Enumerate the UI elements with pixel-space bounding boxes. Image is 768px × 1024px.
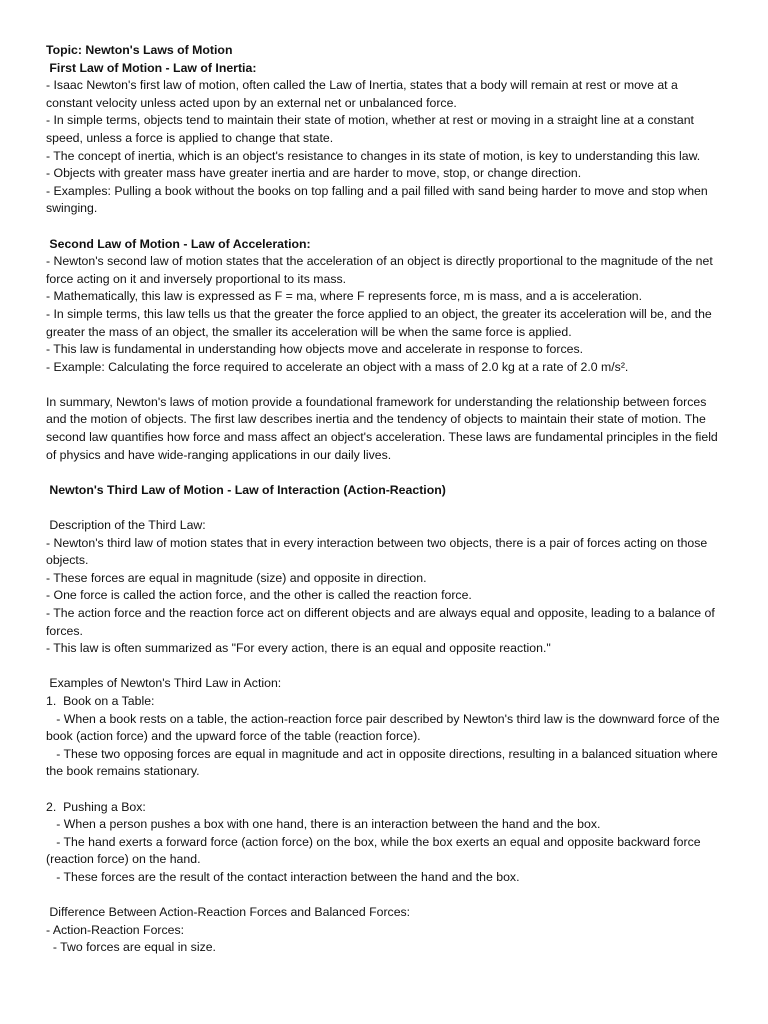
first-law-line: - Objects with greater mass have greater inertia and are harder to move, stop, or change direction.	[46, 166, 582, 181]
difference-line: - Two forces are equal in size.	[46, 940, 216, 955]
example-2-line: - These forces are the result of the contact interaction between the hand and the box.	[46, 869, 520, 884]
paragraph-gap	[46, 887, 726, 905]
first-law-line: - Examples: Pulling a book without the books on top falling and a pail filled with sand being harder to move and stop when swinging.	[46, 183, 712, 216]
third-law-heading: Newton's Third Law of Motion - Law of Interaction (Action-Reaction)	[46, 482, 446, 497]
third-law-description-line: - This law is often summarized as "For every action, there is an equal and opposite reaction."	[46, 641, 551, 656]
paragraph-gap	[46, 781, 726, 799]
difference-heading: Difference Between Action-Reaction Forces and Balanced Forces:	[46, 905, 411, 920]
example-1-title: 1. Book on a Table:	[46, 693, 155, 708]
paragraph-gap	[46, 464, 726, 482]
third-law-description-line: - The action force and the reaction force act on different objects and are always equal and opposite, leading to a balance of forces.	[46, 606, 719, 638]
paragraph-gap	[46, 376, 726, 394]
third-law-description-line: - These forces are equal in magnitude (size) and opposite in direction.	[46, 570, 427, 585]
paragraph-gap	[46, 658, 726, 676]
third-law-description-heading: Description of the Third Law:	[46, 518, 206, 533]
example-1-line: - These two opposing forces are equal in magnitude and act in opposite directions, resulting in a balanced situation where the book remains stationary.	[46, 746, 722, 779]
second-law-line: - This law is fundamental in understanding how objects move and accelerate in response to forces.	[46, 342, 584, 357]
second-law-line: - Mathematically, this law is expressed as F = ma, where F represents force, m is mass, and a is acceleration.	[46, 289, 643, 304]
examples-heading: Examples of Newton's Third Law in Action:	[46, 676, 282, 691]
second-law-line: - In simple terms, this law tells us that the greater the force applied to an object, the greater its acceleration will be, and the greater the mass of an object, the smaller its acceleration will be when the same force is applied.	[46, 306, 716, 339]
summary-paragraph: In summary, Newton's laws of motion provide a foundational framework for understanding the relationship between forces and the motion of objects. The first law describes inertia and the tendency of objects to maintain their state of motion. The second law quantifies how force and mass affect an object's acceleration. These laws are fundamental principles in the field of physics and have wide-ranging applications in our daily lives.	[46, 394, 722, 462]
first-law-line: - In simple terms, objects tend to maintain their state of motion, whether at rest or moving in a straight line at a constant speed, unless a force is applied to change that state.	[46, 113, 698, 145]
first-law-line: - The concept of inertia, which is an object's resistance to changes in its state of motion, is key to understanding this law.	[46, 148, 701, 163]
example-2-line: - When a person pushes a box with one hand, there is an interaction between the hand and the box.	[46, 817, 601, 832]
third-law-description-line: - Newton's third law of motion states that in every interaction between two objects, there is a pair of forces acting on those objects.	[46, 535, 711, 568]
second-law-line: - Example: Calculating the force required to accelerate an object with a mass of 2.0 kg at a rate of 2.0 m/s².	[46, 359, 629, 374]
topic-heading: Topic: Newton's Laws of Motion	[46, 43, 233, 57]
example-2-line: - The hand exerts a forward force (action force) on the box, while the box exerts an equal and opposite backward force (reaction force) on the hand.	[46, 834, 705, 867]
first-law-heading: First Law of Motion - Law of Inertia:	[46, 60, 257, 75]
difference-line: - Action-Reaction Forces:	[46, 922, 185, 937]
document-body	[46, 42, 726, 957]
first-law-line: - Isaac Newton's first law of motion, often called the Law of Inertia, states that a body will remain at rest or move at a constant velocity unless acted upon by an external net or unbalanced force.	[46, 78, 682, 110]
paragraph-gap	[46, 218, 726, 236]
third-law-description-line: - One force is called the action force, and the other is called the reaction force.	[46, 588, 472, 603]
paragraph-gap	[46, 499, 726, 517]
second-law-line: - Newton's second law of motion states that the acceleration of an object is directly proportional to the magnitude of the net force acting on it and inversely proportional to its mass.	[46, 254, 717, 286]
example-2-title: 2. Pushing a Box:	[46, 799, 146, 814]
example-1-line: - When a book rests on a table, the action-reaction force pair described by Newton's third law is the downward force of the book (action force) and the upward force of the table (reaction force).	[46, 711, 723, 744]
second-law-heading: Second Law of Motion - Law of Acceleration:	[46, 236, 311, 251]
